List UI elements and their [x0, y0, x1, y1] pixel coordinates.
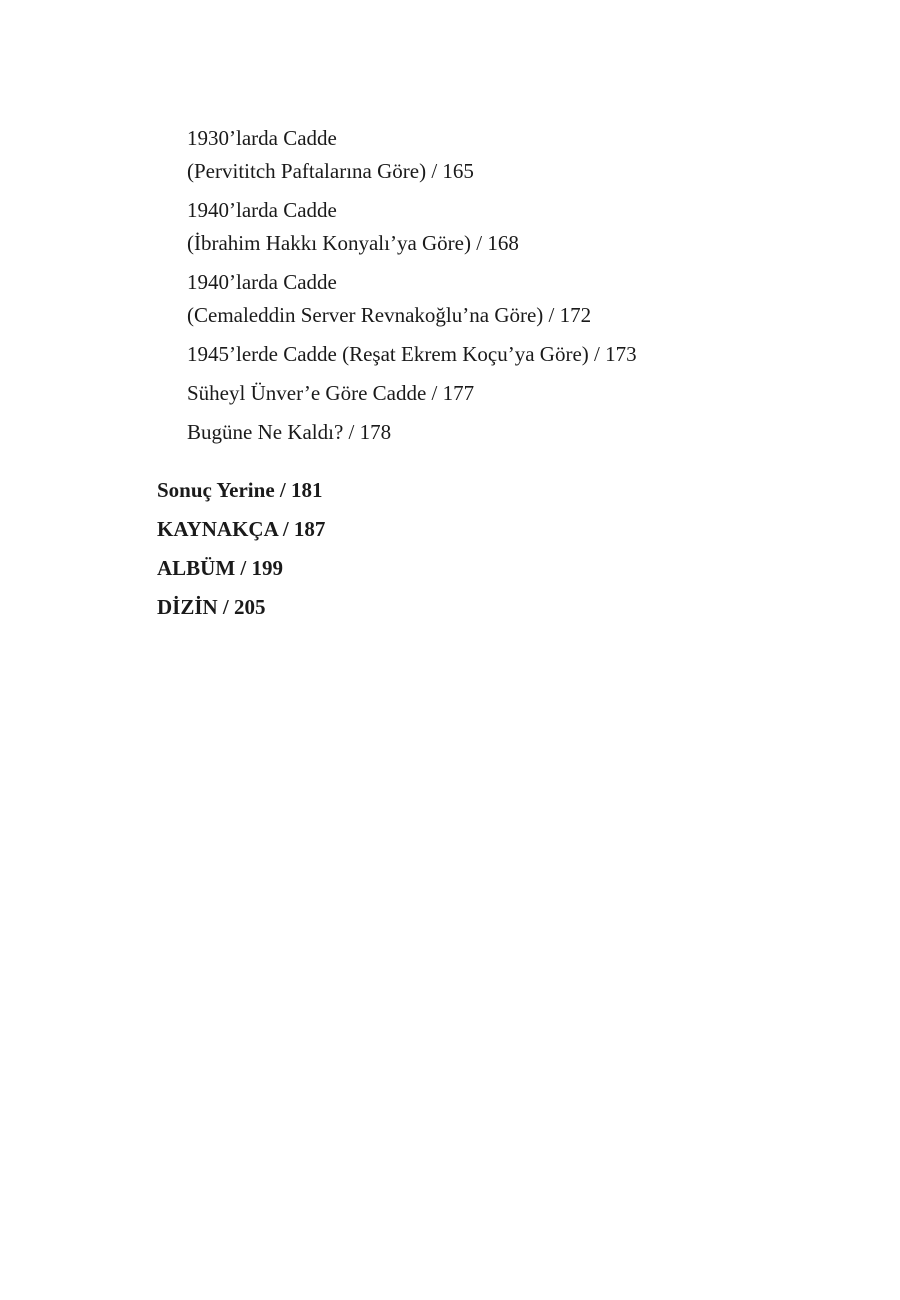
toc-entry[interactable]: [187, 338, 867, 371]
toc-main-entry-album[interactable]: ALBÜM / 199: [157, 556, 283, 580]
toc-entry-title: 1945’lerde Cadde (Reşat Ekrem Koçu’ya Göre) / 173: [187, 342, 637, 366]
toc-entry-subtitle: (Cemaleddin Server Revnakoğlu’na Göre) / 172: [187, 303, 592, 327]
toc-entry-subtitle: (Pervititch Paftalarına Göre) / 165: [187, 159, 474, 183]
toc-entry-title: Bugüne Ne Kaldı? / 178: [187, 420, 392, 444]
toc-entry[interactable]: [187, 194, 867, 260]
toc-main-entry-index[interactable]: DİZİN / 205: [157, 595, 266, 619]
toc-entry-title: 1930’larda Cadde: [187, 126, 337, 150]
toc-entry[interactable]: [187, 266, 867, 332]
toc-main-entry-bibliography[interactable]: KAYNAKÇA / 187: [157, 517, 326, 541]
toc-entry-subtitle: (İbrahim Hakkı Konyalı’ya Göre) / 168: [187, 231, 519, 255]
toc-entry[interactable]: [187, 416, 867, 449]
toc-entry-title: 1940’larda Cadde: [187, 270, 337, 294]
toc-entry-title: 1940’larda Cadde: [187, 198, 337, 222]
toc-main-entries: [157, 471, 857, 627]
toc-sub-entries: [187, 122, 867, 455]
toc-main-entry-conclusion[interactable]: Sonuç Yerine / 181: [157, 478, 323, 502]
toc-entry[interactable]: [187, 377, 867, 410]
toc-entry-title: Süheyl Ünver’e Göre Cadde / 177: [187, 381, 475, 405]
toc-entry[interactable]: [187, 122, 867, 188]
